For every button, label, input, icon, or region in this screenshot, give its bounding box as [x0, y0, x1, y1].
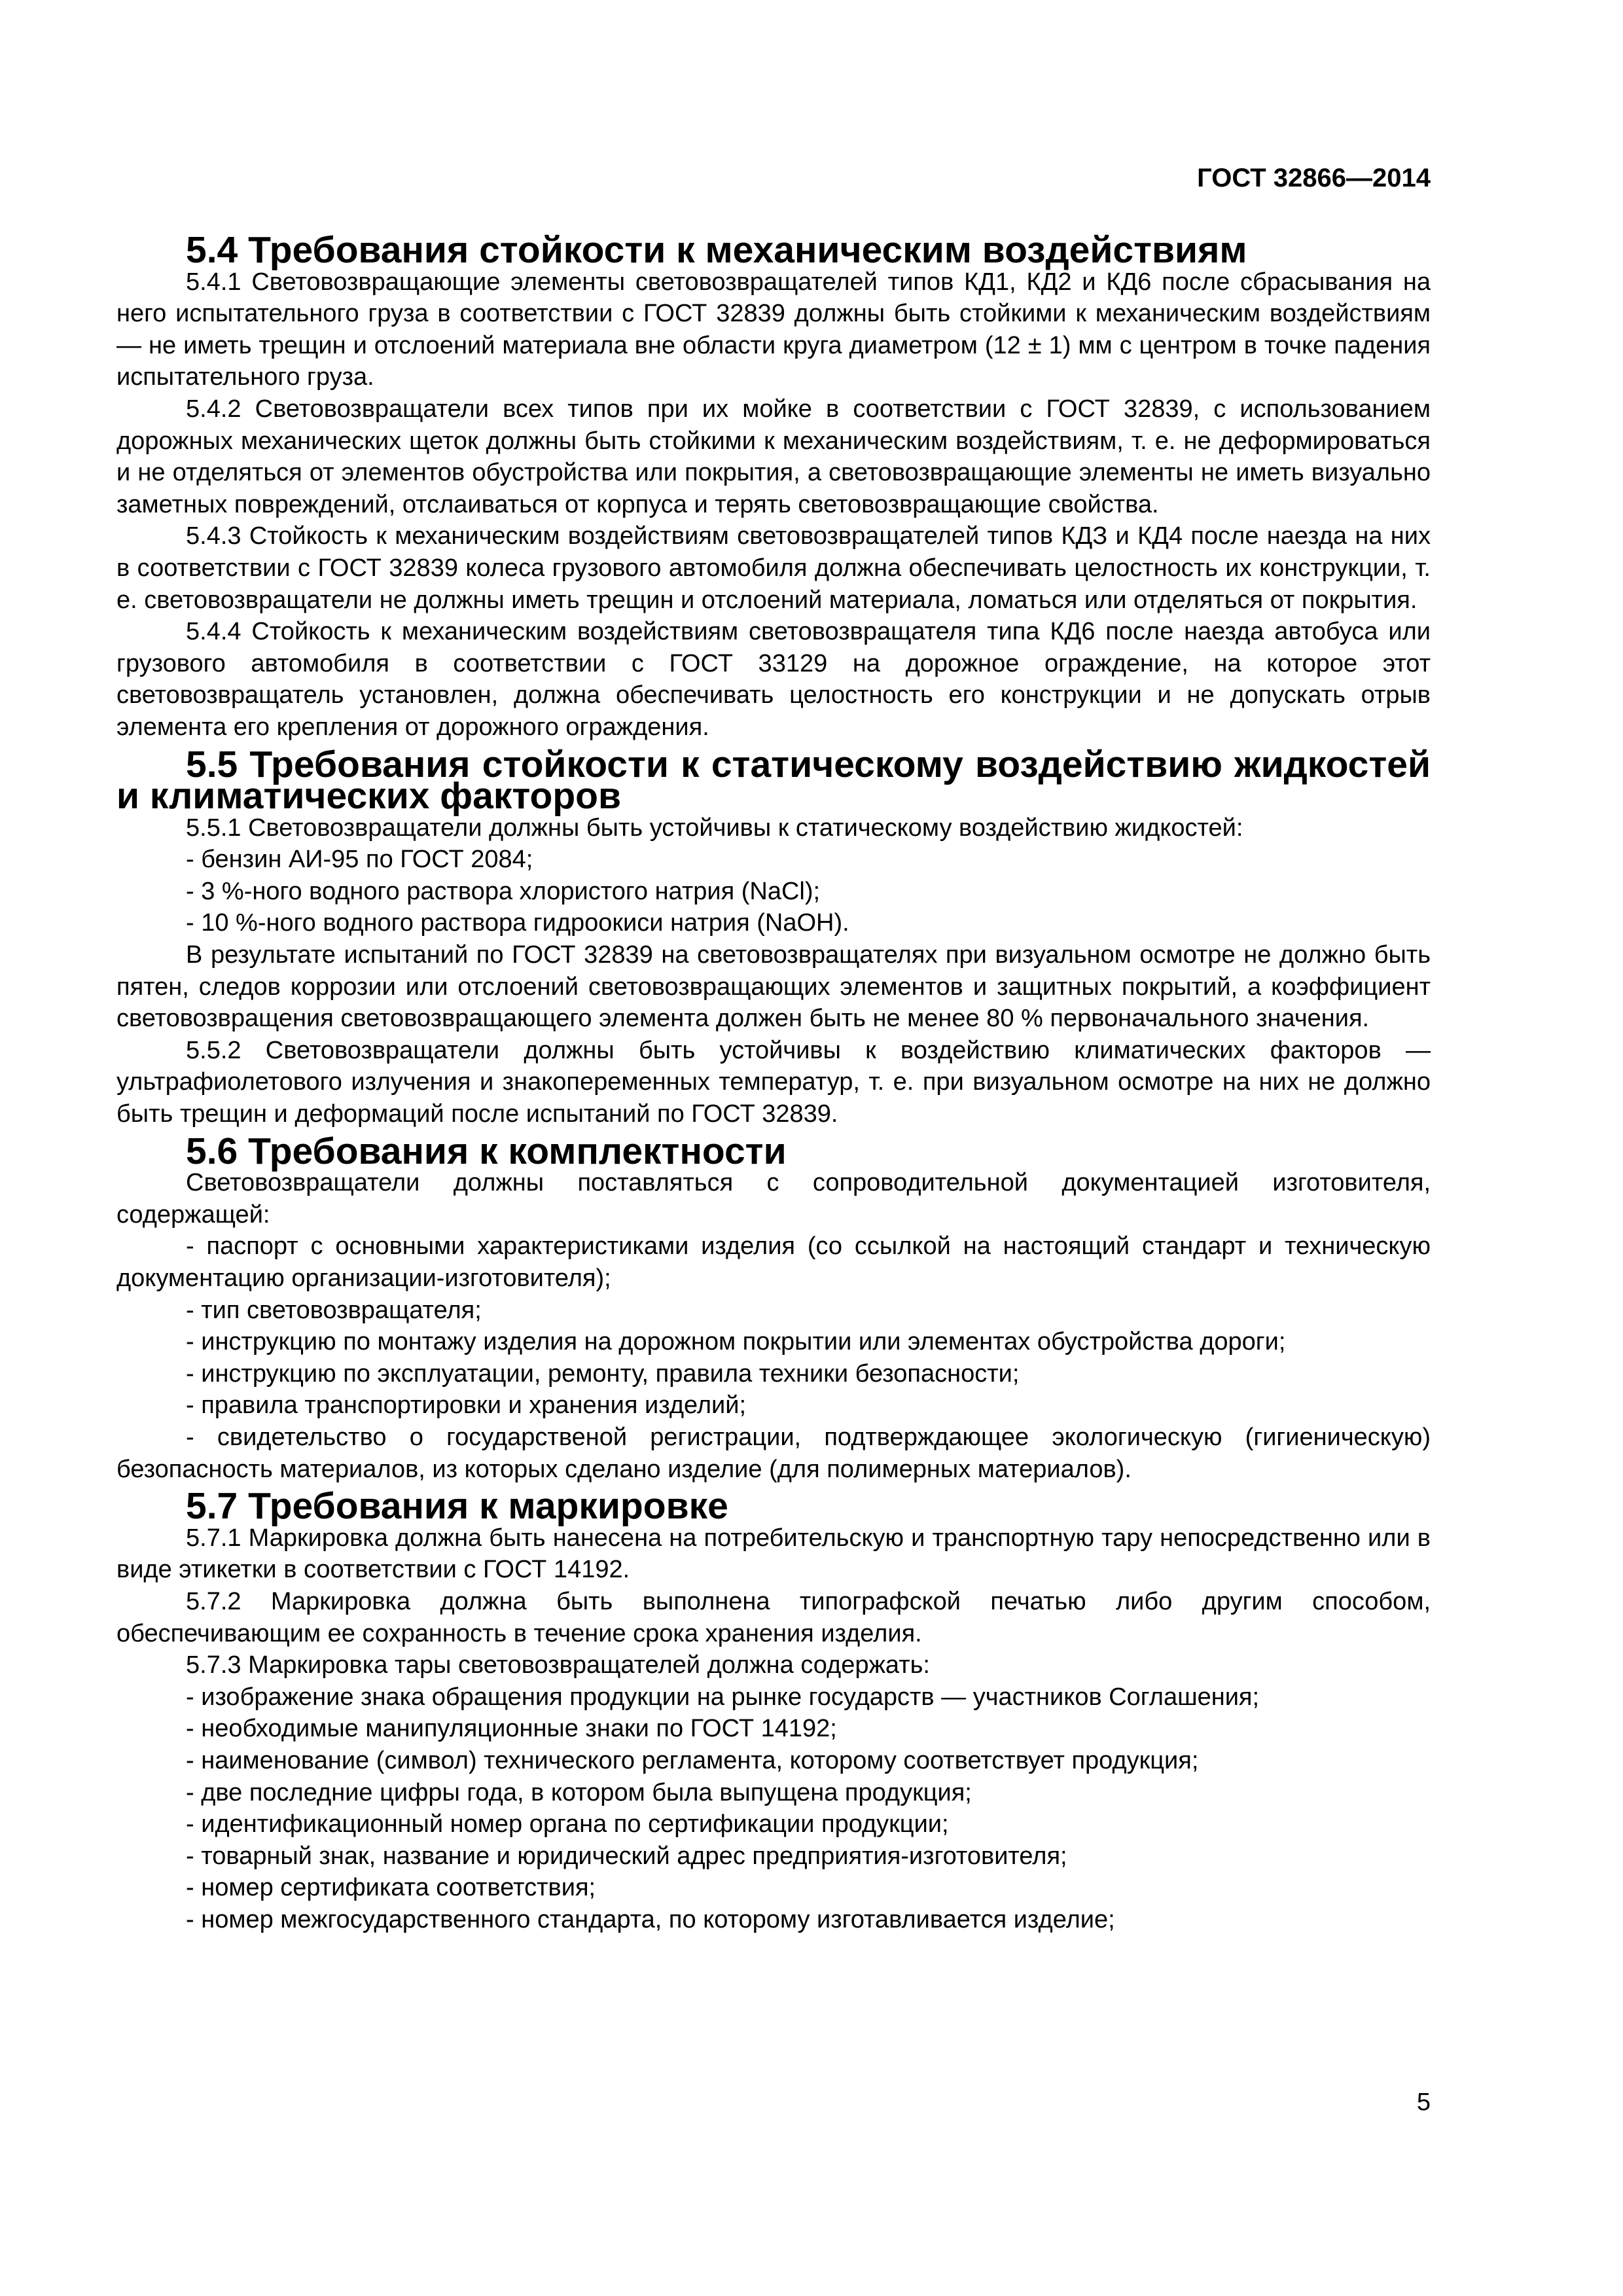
list-item: - паспорт с основными характеристиками изделия (со ссылкой на настоящий стандарт и техническую документацию организации-изготовителя); — [116, 1232, 1431, 1292]
paragraph-5-4-4: 5.4.4 Стойкость к механическим воздействиям световозвращателя типа КД6 после наезда автобуса или грузового автомобиля в соответствии с ГОСТ 33129 на дорожное ограждение, на которое этот световозвращатель установлен, должна обеспечивать целостность его конструкции и не допускать отрыв элемента его крепления от дорожного ограждения. — [116, 618, 1431, 741]
list-item: - две последние цифры года, в котором была выпущена продукция; — [186, 1778, 972, 1806]
list-item: - номер сертификата соответствия; — [186, 1874, 596, 1902]
list-item: - 10 %-ного водного раствора гидроокиси натрия (NaOH). — [186, 909, 849, 937]
list-item: - изображение знака обращения продукции на рынке государств — участников Соглашения; — [186, 1683, 1260, 1711]
paragraph-5-4-1: 5.4.1 Световозвращающие элементы световозвращателей типов КД1, КД2 и КД6 после сбрасывания на него испытательного груза в соответствии с ГОСТ 32839 должны быть стойкими к механическим воздействиям — не иметь трещин и отслоений материала вне области круга диаметром (12 ± 1) мм с центром в точке падения испытательного груза. — [116, 268, 1431, 391]
standard-number-header: ГОСТ 32866—2014 — [1197, 164, 1431, 192]
list-item: - товарный знак, название и юридический адрес предприятия-изготовителя; — [186, 1842, 1067, 1870]
list-item: - наименование (символ) технического регламента, которому соответствует продукция; — [186, 1746, 1199, 1774]
section-heading-5-5: 5.5 Требования стойкости к статическому воздействию жидкостей и климатических факторов — [116, 743, 1431, 817]
section-heading-5-7: 5.7 Требования к маркировке — [186, 1485, 728, 1528]
section-heading-5-6: 5.6 Требования к комплектности — [186, 1130, 787, 1172]
section-heading-5-4: 5.4 Требования стойкости к механическим воздействиям — [186, 229, 1247, 271]
paragraph-5-5-2: 5.5.2 Световозвращатели должны быть устойчивы к воздействию климатических факторов — ультрафиолетового излучения и знакопеременных температур, т. е. при визуальном осмотре на них не должно быть трещин и деформаций после испытаний по ГОСТ 32839. — [116, 1036, 1431, 1128]
list-item: - правила транспортировки и хранения изделий; — [186, 1391, 747, 1420]
list-item: - бензин АИ-95 по ГОСТ 2084; — [186, 846, 533, 874]
list-item: - свидетельство о государственой регистрации, подтверждающее экологическую (гигиеническую) безопасность материалов, из которых сделано изделие (для полимерных материалов). — [116, 1423, 1431, 1483]
page-number: 5 — [1416, 2089, 1431, 2116]
list-item: - инструкцию по эксплуатации, ремонту, правила техники безопасности; — [186, 1359, 1020, 1388]
paragraph-5-6-intro: Световозвращатели должны поставляться с сопроводительной документацией изготовителя, содержащей: — [116, 1169, 1431, 1229]
list-item: - инструкцию по монтажу изделия на дорожном покрытии или элементах обустройства дороги; — [186, 1328, 1286, 1356]
list-item: - номер межгосударственного стандарта, по которому изготавливается изделие; — [186, 1905, 1115, 1933]
list-item: - идентификационный номер органа по сертификации продукции; — [186, 1810, 949, 1839]
list-item: - необходимые манипуляционные знаки по ГОСТ 14192; — [186, 1715, 837, 1743]
document-body — [116, 162, 1431, 1935]
paragraph-test-results: В результате испытаний по ГОСТ 32839 на световозвращателях при визуальном осмотре не должно быть пятен, следов коррозии или отслоений световозвращающих элементов и защитных покрытий, а коэффициент световозвращения световозвращающего элемента должен быть не менее 80 % первоначального значения. — [116, 941, 1431, 1033]
paragraph-5-5-1: 5.5.1 Световозвращатели должны быть устойчивы к статическому воздействию жидкостей: — [186, 814, 1243, 842]
paragraph-5-7-3: 5.7.3 Маркировка тары световозвращателей должна содержать: — [186, 1651, 930, 1679]
paragraph-5-4-2: 5.4.2 Световозвращатели всех типов при их мойке в соответствии с ГОСТ 32839, с использованием дорожных механических щеток должны быть стойкими к механическим воздействиям, т. е. не деформироваться и не отделяться от элементов обустройства или покрытия, а световозвращающие элементы не иметь визуально заметных повреждений, отслаиваться от корпуса и терять световозвращающие свойства. — [116, 395, 1431, 518]
paragraph-5-7-1: 5.7.1 Маркировка должна быть нанесена на потребительскую и транспортную тару непосредственно или в виде этикетки в соответствии с ГОСТ 14192. — [116, 1524, 1431, 1584]
paragraph-5-7-2: 5.7.2 Маркировка должна быть выполнена типографской печатью либо другим способом, обеспечивающим ее сохранность в течение срока хранения изделия. — [116, 1587, 1431, 1647]
list-item: - 3 %-ного водного раствора хлористого натрия (NaCl); — [186, 877, 821, 905]
paragraph-5-4-3: 5.4.3 Стойкость к механическим воздействиям световозвращателей типов КДЗ и КД4 после наезда на них в соответствии с ГОСТ 32839 колеса грузового автомобиля должна обеспечивать целостность их конструкции, т. е. световозвращатели не должны иметь трещин и отслоений материала, ломаться или отделяться от покрытия. — [116, 522, 1431, 614]
list-item: - тип световозвращателя; — [186, 1296, 482, 1324]
